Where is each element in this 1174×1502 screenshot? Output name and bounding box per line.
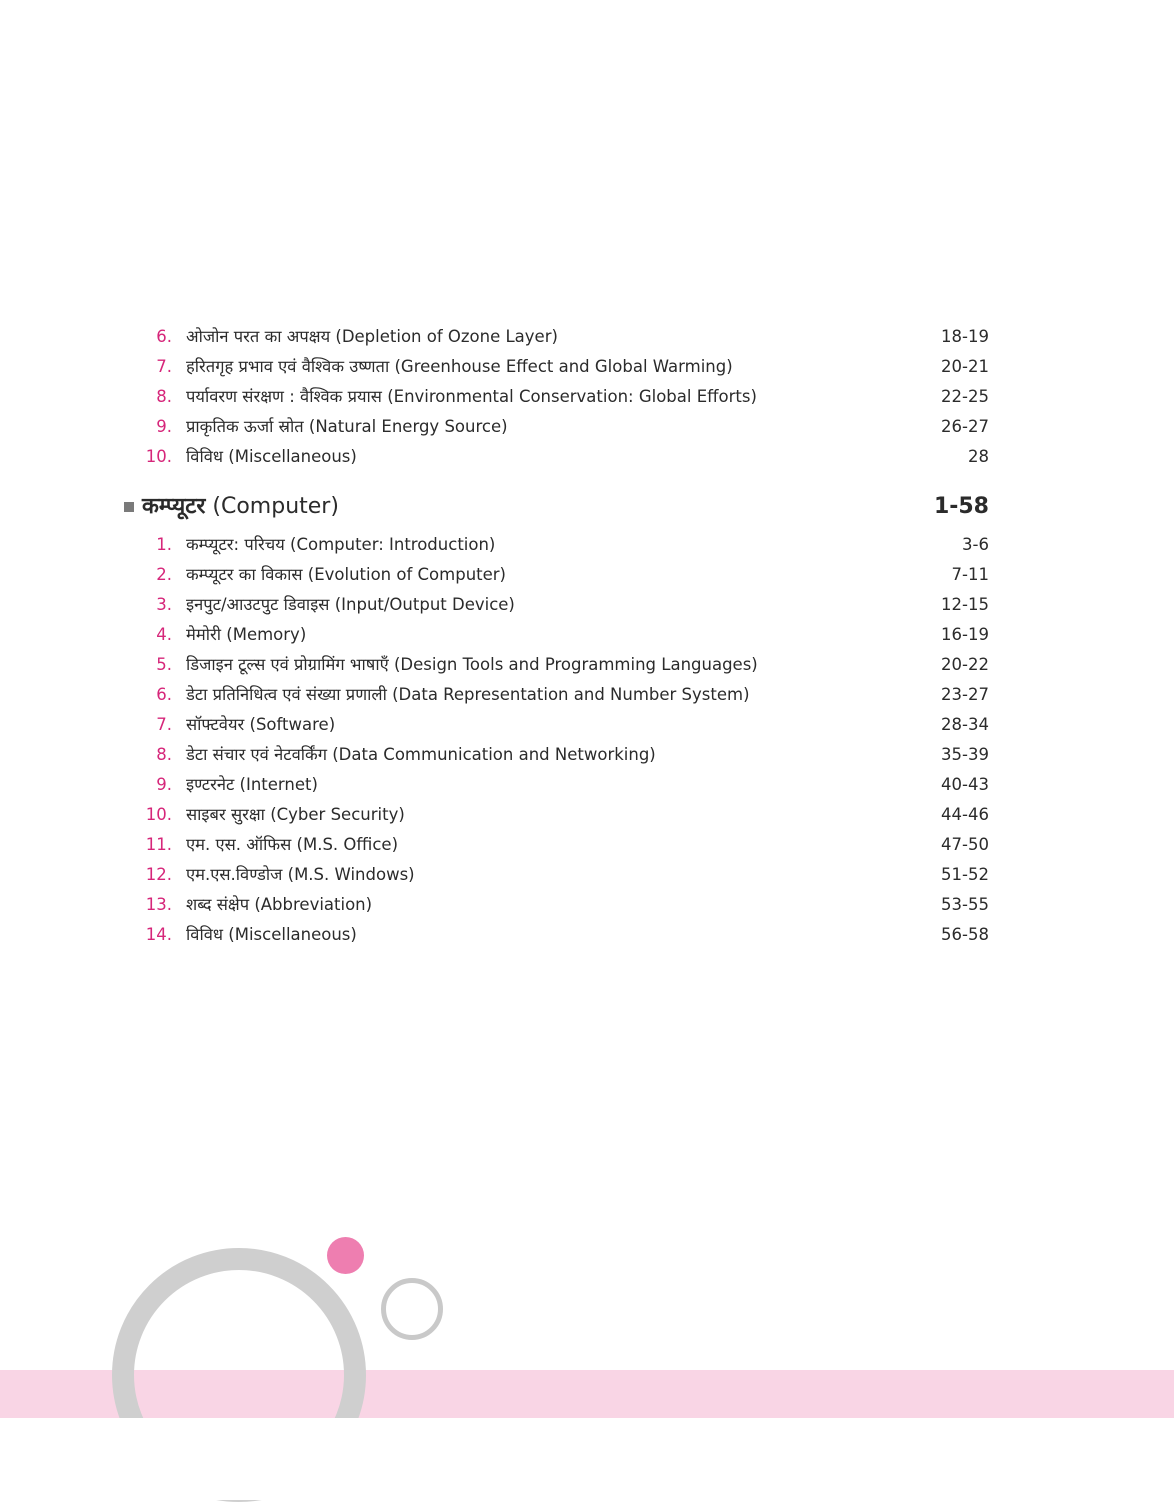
toc-item[interactable] bbox=[0, 352, 1174, 382]
section-pages: 1-58 bbox=[933, 494, 989, 519]
toc-item-title: इण्टरनेट (Internet) bbox=[186, 775, 318, 794]
toc-item-number: 10. bbox=[145, 805, 172, 824]
toc-item[interactable] bbox=[0, 650, 1174, 680]
toc-item-title: विविध (Miscellaneous) bbox=[186, 925, 357, 944]
toc-item-pages: 3-6 bbox=[962, 535, 989, 554]
toc-item-pages: 20-21 bbox=[941, 357, 989, 376]
toc-item-pages: 47-50 bbox=[941, 835, 989, 854]
section-title bbox=[142, 487, 339, 527]
toc-item[interactable] bbox=[0, 322, 1174, 352]
toc-item-title: पर्यावरण संरक्षण : वैश्विक प्रयास (Environmental Conservation: Global Efforts) bbox=[186, 387, 757, 406]
toc-item[interactable] bbox=[0, 860, 1174, 890]
toc-item-pages: 40-43 bbox=[941, 775, 989, 794]
pink-dot-decoration bbox=[327, 1237, 364, 1274]
toc-item[interactable] bbox=[0, 530, 1174, 560]
toc-item-number: 5. bbox=[156, 655, 172, 674]
toc-item-title: कम्प्यूटर: परिचय (Computer: Introduction) bbox=[186, 535, 496, 554]
toc-item-number: 1. bbox=[156, 535, 172, 554]
toc-item-pages: 28-34 bbox=[941, 715, 989, 734]
toc-item-number: 2. bbox=[156, 565, 172, 584]
toc-item-title: एम. एस. ऑफिस (M.S. Office) bbox=[186, 835, 399, 854]
toc-item-number: 7. bbox=[156, 715, 172, 734]
toc-item-title: साइबर सुरक्षा (Cyber Security) bbox=[186, 805, 405, 824]
section-title-english: (Computer) bbox=[212, 494, 339, 519]
square-bullet-icon bbox=[124, 502, 134, 512]
toc-item-title: डेटा संचार एवं नेटवर्किंग (Data Communication and Networking) bbox=[186, 745, 656, 764]
toc-item-number: 11. bbox=[145, 835, 172, 854]
footer-white-strip bbox=[0, 1418, 1174, 1500]
toc-item-pages: 18-19 bbox=[941, 327, 989, 346]
toc-item-number: 12. bbox=[145, 865, 172, 884]
toc-item-pages: 53-55 bbox=[941, 895, 989, 914]
toc-item-pages: 35-39 bbox=[941, 745, 989, 764]
toc-item-title: इनपुट/आउटपुट डिवाइस (Input/Output Device) bbox=[186, 595, 515, 614]
toc-item-title: ओजोन परत का अपक्षय (Depletion of Ozone Layer) bbox=[186, 327, 558, 346]
toc-item-pages: 12-15 bbox=[941, 595, 989, 614]
toc-item-number: 3. bbox=[156, 595, 172, 614]
toc-item[interactable] bbox=[0, 710, 1174, 740]
toc-item-pages: 56-58 bbox=[941, 925, 989, 944]
section-title-hindi: कम्प्यूटर bbox=[142, 494, 206, 519]
toc-item[interactable] bbox=[0, 770, 1174, 800]
toc-item-pages: 51-52 bbox=[941, 865, 989, 884]
toc-item-pages: 23-27 bbox=[941, 685, 989, 704]
toc-item-title: सॉफ्टवेयर (Software) bbox=[186, 715, 336, 734]
toc-item[interactable] bbox=[0, 830, 1174, 860]
toc-item-pages: 22-25 bbox=[941, 387, 989, 406]
toc-item-number: 10. bbox=[145, 447, 172, 466]
toc-item-title: विविध (Miscellaneous) bbox=[186, 447, 357, 466]
toc-item[interactable] bbox=[0, 590, 1174, 620]
toc-item-number: 8. bbox=[156, 745, 172, 764]
toc-item-title: हरितगृह प्रभाव एवं वैश्विक उष्णता (Greenhouse Effect and Global Warming) bbox=[186, 357, 733, 376]
toc-item-number: 13. bbox=[145, 895, 172, 914]
toc-item-pages: 7-11 bbox=[951, 565, 989, 584]
toc-item[interactable] bbox=[0, 740, 1174, 770]
toc-item[interactable] bbox=[0, 442, 1174, 472]
toc-item-number: 14. bbox=[145, 925, 172, 944]
toc-item-title: कम्प्यूटर का विकास (Evolution of Computer) bbox=[186, 565, 506, 584]
toc-item-number: 6. bbox=[156, 685, 172, 704]
toc-item-number: 4. bbox=[156, 625, 172, 644]
toc-item-title: डेटा प्रतिनिधित्व एवं संख्या प्रणाली (Data Representation and Number System) bbox=[186, 685, 750, 704]
toc-item[interactable] bbox=[0, 560, 1174, 590]
toc-item-number: 9. bbox=[156, 417, 172, 436]
toc-item[interactable] bbox=[0, 800, 1174, 830]
toc-item-title: डिजाइन टूल्स एवं प्रोग्रामिंग भाषाएँ (Design Tools and Programming Languages) bbox=[186, 655, 758, 674]
toc-item-number: 9. bbox=[156, 775, 172, 794]
grey-ring-decoration bbox=[381, 1278, 443, 1340]
toc-item-pages: 44-46 bbox=[941, 805, 989, 824]
toc-item[interactable] bbox=[0, 382, 1174, 412]
toc-item[interactable] bbox=[0, 412, 1174, 442]
toc-item-title: शब्द संक्षेप (Abbreviation) bbox=[186, 895, 373, 914]
toc-item-pages: 26-27 bbox=[941, 417, 989, 436]
toc-item-title: प्राकृतिक ऊर्जा स्रोत (Natural Energy Source) bbox=[186, 417, 508, 436]
toc-item[interactable] bbox=[0, 680, 1174, 710]
toc-item-pages: 16-19 bbox=[941, 625, 989, 644]
toc-item[interactable] bbox=[0, 920, 1174, 950]
toc-item-title: एम.एस.विण्डोज (M.S. Windows) bbox=[186, 865, 415, 884]
toc-item[interactable] bbox=[0, 620, 1174, 650]
toc-item-pages: 20-22 bbox=[941, 655, 989, 674]
toc-item-number: 7. bbox=[156, 357, 172, 376]
toc-item[interactable] bbox=[0, 890, 1174, 920]
toc-item-title: मेमोरी (Memory) bbox=[186, 625, 307, 644]
toc-item-number: 8. bbox=[156, 387, 172, 406]
section-heading-computer[interactable] bbox=[0, 487, 1174, 527]
toc-item-pages: 28 bbox=[968, 447, 989, 466]
toc-item-number: 6. bbox=[156, 327, 172, 346]
